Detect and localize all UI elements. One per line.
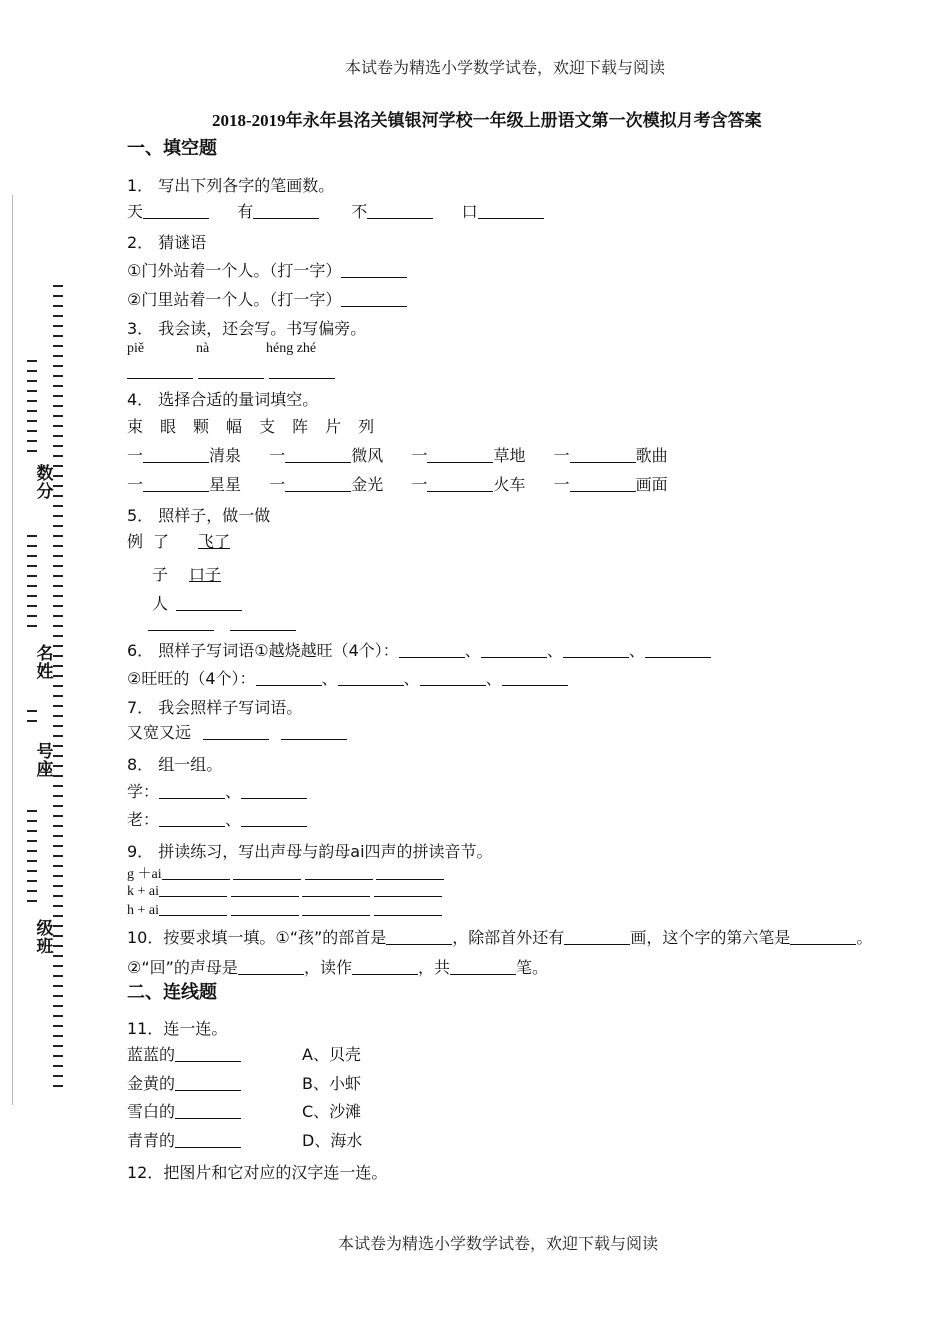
q4-blank[interactable] [143, 475, 209, 492]
q4-blank[interactable] [285, 446, 351, 463]
q4-prefix: 一 [269, 446, 286, 465]
q4-blank[interactable] [143, 446, 209, 463]
q11-right-item: C、沙滩 [302, 1102, 362, 1121]
q4-prefix: 一 [269, 475, 286, 494]
q8-blank[interactable] [241, 810, 307, 827]
section-fill-blank: 一、填空题 [127, 138, 217, 159]
q1-blank[interactable] [367, 202, 433, 219]
q11-blank[interactable] [175, 1131, 241, 1148]
q4-blank[interactable] [570, 446, 636, 463]
q6-sep: 、 [464, 641, 481, 660]
q5-char: 子 [152, 565, 169, 584]
q9-blank[interactable] [374, 882, 442, 897]
q11-left-item [127, 1099, 241, 1122]
q8-blank[interactable] [159, 810, 225, 827]
q2-riddle-2: ②门里站着一个人。（打一字） [127, 290, 342, 309]
q1-blank[interactable] [143, 202, 209, 219]
q2-stem: 2． 猜谜语 [127, 233, 207, 252]
q4-option: 支 [259, 417, 276, 436]
q3-pinyin-2: nà [196, 341, 210, 356]
q2-riddle-1: ①门外站着一个人。（打一字） [127, 261, 342, 280]
q11-left-text: 蓝蓝的 [127, 1045, 176, 1064]
q5-answer-word: 口子 [189, 565, 222, 584]
binding-strip [12, 195, 71, 1105]
binding-dashes-top [27, 360, 39, 460]
q11-right-item: B、小虾 [302, 1074, 361, 1093]
q9-blank[interactable] [231, 901, 299, 916]
page-header: 本试卷为精选小学数学试卷，欢迎下载与阅读 [345, 60, 666, 77]
q9-blank[interactable] [159, 882, 227, 897]
q11-blank[interactable] [175, 1045, 241, 1062]
q7-blank[interactable] [281, 723, 347, 740]
q10-text: 。 [856, 928, 873, 947]
q1-stem: 1． 写出下列各字的笔画数。 [127, 176, 335, 195]
q2-blank[interactable] [341, 290, 407, 307]
q11-blank[interactable] [175, 1074, 241, 1091]
q10-blank[interactable] [238, 958, 304, 975]
q8-blank[interactable] [159, 782, 225, 799]
q6-sep: 、 [321, 669, 338, 688]
q6-line-2 [127, 666, 568, 689]
q7-example-line [127, 720, 347, 743]
q4-noun: 星星 [209, 475, 242, 494]
page-footer: 本试卷为精选小学数学试卷，欢迎下载与阅读 [338, 1236, 659, 1253]
q6-blank[interactable] [563, 641, 629, 658]
q1-char: 口 [461, 202, 478, 221]
q6-blank[interactable] [256, 669, 322, 686]
q10-text: 画，这个字的第六笔是 [630, 928, 791, 947]
q11-left-item [127, 1128, 241, 1151]
q10-line-2 [127, 955, 548, 978]
q8-char: 老： [127, 810, 160, 829]
q3-stem: 3． 我会读，还会写。书写偏旁。 [127, 319, 367, 338]
binding-label-score: 数分 [36, 464, 54, 502]
q9-syllable: h + ai [127, 903, 159, 918]
q1-blank[interactable] [253, 202, 319, 219]
q5-example-char: 了 [153, 532, 170, 551]
q10-text: ，除部首外还有 [452, 928, 565, 947]
q6-blank[interactable] [481, 641, 547, 658]
q1-char: 不 [351, 202, 368, 221]
q4-noun: 金光 [351, 475, 384, 494]
q11-blank[interactable] [175, 1102, 241, 1119]
q4-option: 束 [127, 417, 144, 436]
q6-prompt-1: 6． 照样子写词语①越烧越旺（4个）： [127, 641, 399, 660]
q5-blank[interactable] [230, 614, 296, 631]
q6-sep: 、 [546, 641, 563, 660]
q3-blanks [127, 362, 335, 381]
q5-blank[interactable] [176, 594, 242, 611]
binding-label-class: 级班 [36, 919, 54, 957]
q10-text: ，读作 [303, 958, 352, 977]
q6-prompt-2: ②旺旺的（4个）： [127, 669, 256, 688]
q6-blank[interactable] [399, 641, 465, 658]
q9-stem: 9． 拼读练习，写出声母与韵母ai四声的拼读音节。 [127, 842, 493, 861]
q9-blank[interactable] [376, 865, 444, 880]
q4-blank[interactable] [427, 475, 493, 492]
q9-syllable: g ＋ai [127, 867, 162, 882]
q4-noun: 歌曲 [635, 446, 668, 465]
q6-line-1 [127, 638, 711, 661]
q5-item-2 [152, 591, 242, 614]
q11-left-text: 青青的 [127, 1131, 176, 1150]
q2-line-1 [127, 258, 407, 281]
q4-option: 幅 [226, 417, 243, 436]
q9-row [127, 901, 442, 919]
q6-blank[interactable] [420, 669, 486, 686]
q10-text: ②“回”的声母是 [127, 958, 238, 977]
q3-blank[interactable] [127, 362, 193, 379]
q1-char: 有 [237, 202, 254, 221]
q3-blank[interactable] [269, 362, 335, 379]
page-title: 2018-2019年永年县洺关镇银河学校一年级上册语文第一次模拟月考含答案 [212, 111, 762, 130]
q4-options [127, 414, 374, 437]
q9-blank[interactable] [162, 865, 230, 880]
q4-row-1 [127, 443, 668, 466]
q11-left-item [127, 1071, 241, 1094]
q9-blank[interactable] [302, 901, 370, 916]
q4-prefix: 一 [553, 475, 570, 494]
q9-blank[interactable] [233, 865, 301, 880]
q4-noun: 画面 [635, 475, 668, 494]
q10-text: ，共 [417, 958, 450, 977]
q10-line-1 [127, 925, 872, 948]
q4-stem: 4． 选择合适的量词填空。 [127, 390, 319, 409]
q4-row-2 [127, 472, 668, 495]
q9-row [127, 882, 442, 900]
q10-blank[interactable] [352, 958, 418, 975]
q5-blank[interactable] [148, 614, 214, 631]
q10-text: 10．按要求填一填。①“孩”的部首是 [127, 928, 387, 947]
q9-blank[interactable] [231, 882, 299, 897]
q4-noun: 火车 [493, 475, 526, 494]
q8-stem: 8． 组一组。 [127, 755, 223, 774]
q4-option: 列 [358, 417, 375, 436]
q1-answers [127, 199, 544, 222]
q12-stem: 12．把图片和它对应的汉字连一连。 [127, 1163, 388, 1182]
q4-prefix: 一 [127, 446, 144, 465]
q11-stem: 11．连一连。 [127, 1019, 228, 1038]
q9-blank[interactable] [302, 882, 370, 897]
q8-blank[interactable] [241, 782, 307, 799]
q11-left-text: 雪白的 [127, 1102, 176, 1121]
q1-blank[interactable] [478, 202, 544, 219]
binding-label-seat: 号座 [36, 742, 54, 780]
q3-pinyin-3: héng zhé [266, 341, 317, 356]
q5-item-1 [152, 562, 234, 585]
q4-noun: 清泉 [209, 446, 242, 465]
q10-text: 笔。 [515, 958, 548, 977]
q3-pinyin-1: piě [127, 341, 145, 356]
q2-line-2 [127, 287, 407, 310]
binding-label-name: 名姓 [36, 644, 54, 682]
binding-dashes-2 [27, 710, 39, 730]
q1-char: 天 [127, 202, 144, 221]
q9-syllable: k + ai [127, 884, 159, 899]
q5-stem: 5． 照样子，做一做 [127, 506, 271, 525]
q4-noun: 微风 [351, 446, 384, 465]
q4-prefix: 一 [127, 475, 144, 494]
q10-blank[interactable] [450, 958, 516, 975]
q8-sep: 、 [225, 810, 242, 829]
q10-blank[interactable] [564, 928, 630, 945]
q6-sep: 、 [485, 669, 502, 688]
q9-blank[interactable] [159, 901, 227, 916]
q4-prefix: 一 [411, 475, 428, 494]
q9-row [127, 863, 444, 883]
q11-left-text: 金黄的 [127, 1074, 176, 1093]
q5-example-label: 例 [127, 532, 144, 551]
q5-char: 人 [152, 594, 169, 613]
binding-dashes-1 [27, 535, 39, 635]
q7-stem: 7． 我会照样子写词语。 [127, 698, 303, 717]
q5-example-word: 飞了 [198, 532, 231, 551]
q8-sep: 、 [225, 782, 242, 801]
q4-blank[interactable] [427, 446, 493, 463]
q4-blank[interactable] [285, 475, 351, 492]
q11-left-item [127, 1042, 241, 1065]
q11-right-item: D、海水 [302, 1131, 363, 1150]
q4-prefix: 一 [411, 446, 428, 465]
q6-sep: 、 [403, 669, 420, 688]
q2-blank[interactable] [341, 261, 407, 278]
q6-blank[interactable] [502, 669, 568, 686]
q4-option: 眼 [160, 417, 177, 436]
q4-prefix: 一 [553, 446, 570, 465]
q4-option: 颗 [193, 417, 210, 436]
q8-char: 学： [127, 782, 160, 801]
q3-blank[interactable] [198, 362, 264, 379]
q7-example: 又宽又远 [127, 723, 192, 742]
q4-option: 片 [325, 417, 342, 436]
binding-dashes-3 [27, 810, 39, 910]
binding-dashes-outer [53, 285, 65, 1095]
q6-sep: 、 [628, 641, 645, 660]
q4-option: 阵 [292, 417, 309, 436]
q6-blank[interactable] [645, 641, 711, 658]
section-matching: 二、连线题 [127, 982, 217, 1003]
q8-line-a [127, 779, 307, 802]
q5-blanks [148, 614, 296, 633]
q6-blank[interactable] [338, 669, 404, 686]
q9-blank[interactable] [374, 901, 442, 916]
q4-blank[interactable] [570, 475, 636, 492]
q9-blank[interactable] [305, 865, 373, 880]
q4-noun: 草地 [493, 446, 526, 465]
q11-right-item: A、贝壳 [302, 1045, 361, 1064]
q8-line-b [127, 807, 307, 830]
q10-blank[interactable] [790, 928, 856, 945]
q10-blank[interactable] [386, 928, 452, 945]
q7-blank[interactable] [203, 723, 269, 740]
q5-example [127, 529, 245, 552]
